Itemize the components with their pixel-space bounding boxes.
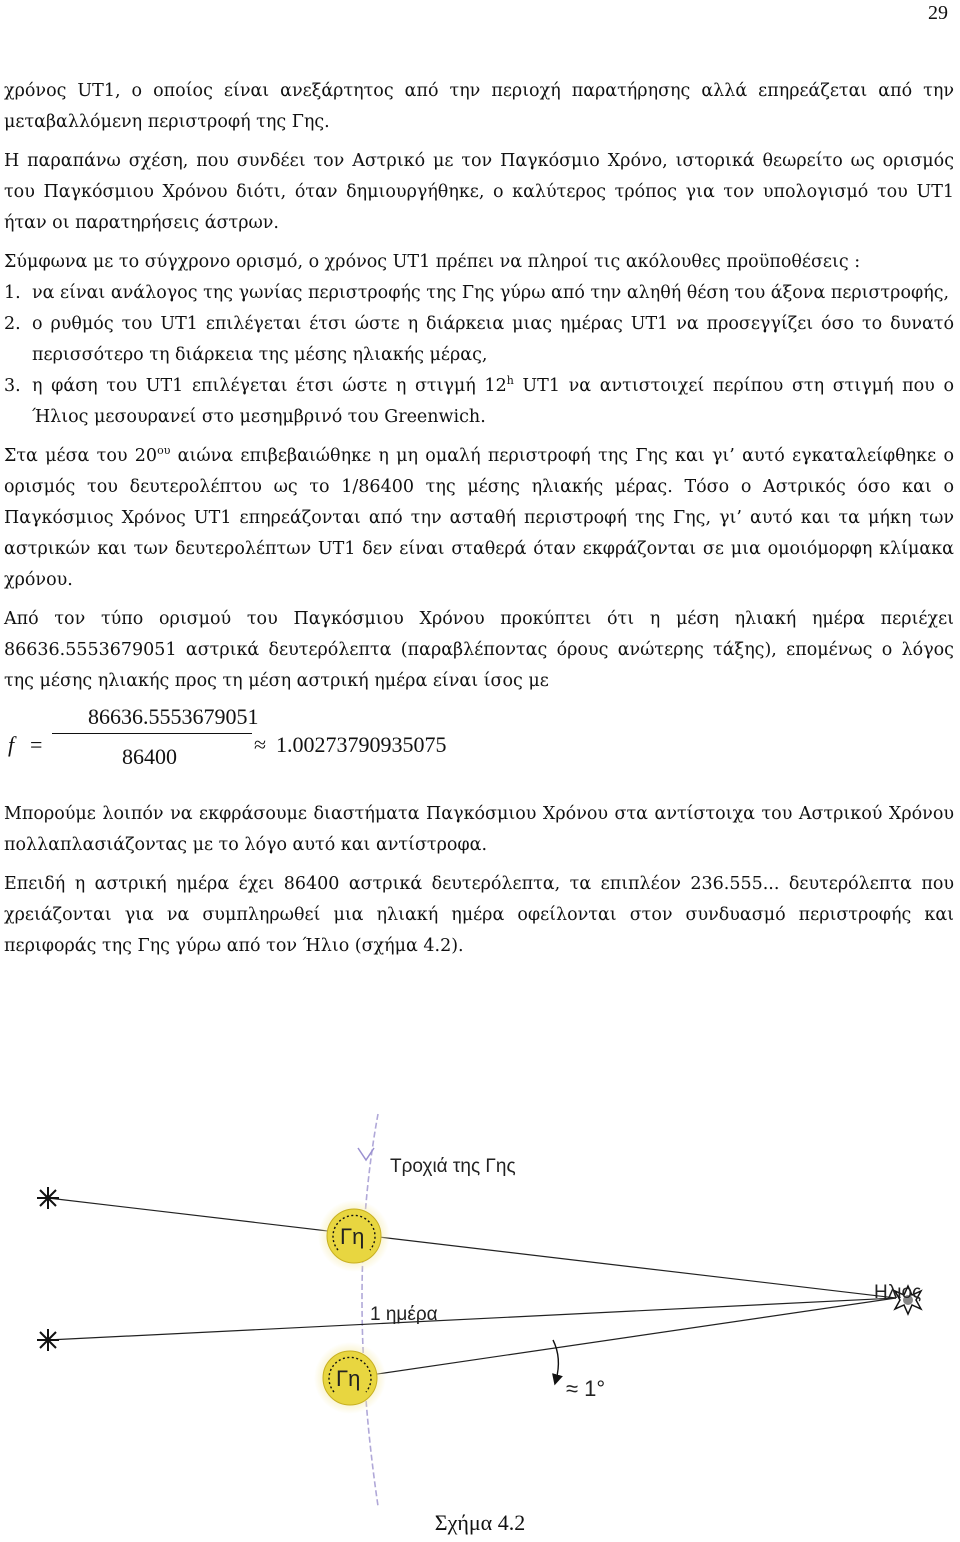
- formula-numerator: 86636.5553679051: [88, 704, 259, 729]
- list-number: 1.: [4, 283, 21, 303]
- sun-label: Ηλιος: [874, 1282, 922, 1303]
- list-text: ο ρυθμός του UT1 επιλέγεται έτσι ώστε η διάρκεια μιας ημέρας UT1 να προσεγγίζει όσο το δυνατό περισσότερο τη διάρκεια της μέσης ηλιακής μέρας,: [32, 314, 954, 365]
- day-label: 1 ημέρα: [370, 1304, 438, 1325]
- paragraph-4: Στα μέσα του $20^{o\upsilon}$ αιώνα επιβεβαιώθηκε η μη ομαλή περιστροφή της Γης και γι’ αυτό εγκαταλείφθηκε ο ορισμός του δευτερολέπτου ως το 1/86400 της μέσης ηλιακής μέρας. Τόσο ο Αστρικός όσο και ο Παγκόσμιος Χρόνος UT1 επηρεάζονται από την ασταθή περιστροφή της Γης, γι’ αυτό και τα μήκη των αστρικών και των δευτερολέπτων UT1 δεν είναι σταθερά όταν εκφράζονται σε μια ομοιόμορφη κλίμακα χρόνου.: [4, 444, 955, 590]
- paragraph-1: χρόνος UT1, ο οποίος είναι ανεξάρτητος από την περιοχή παρατήρησης αλλά επηρεάζεται από την μεταβαλλόμενη περιστροφή της Γης.: [4, 81, 954, 132]
- star-line-bottom: [48, 1298, 896, 1340]
- angle-arc: [553, 1340, 558, 1380]
- earth-top: [318, 1200, 390, 1272]
- formula-rhs: 1.00273790935075: [276, 732, 447, 757]
- star-icon: [37, 1329, 59, 1351]
- fraction-bar: [52, 733, 252, 734]
- paragraph-5: Από τον τύπο ορισμού του Παγκόσμιου Χρόνου προκύπτει ότι η μέση ηλιακή ημέρα περιέχει 86636.5553679051 αστρικά δευτερόλεπτα (παραβλέποντας όρους ανώτερης τάξης), επομένως ο λόγος της μέσης ηλιακής προς τη μέση αστρική ημέρα είναι ίσος με: [4, 609, 954, 691]
- angle-label: ≈ 1°: [566, 1376, 606, 1401]
- list-number: 3.: [4, 376, 21, 396]
- list-item: [4, 278, 954, 309]
- list-item: [4, 309, 954, 371]
- list-text: η φάση του UT1 επιλέγεται έτσι ώστε η στιγμή 12$^h$ UT1 να αντιστοιχεί περίπου στη στιγμή που ο Ήλιος μεσουρανεί στο μεσημβρινό του Greenwich.: [32, 374, 954, 427]
- formula-approx: ≈: [254, 732, 267, 757]
- paragraph-2: Η παραπάνω σχέση, που συνδέει τον Αστρικό με τον Παγκόσμιο Χρόνο, ιστορικά θεωρείτο ως ορισμός του Παγκόσμιου Χρόνου διότι, όταν δημιουργήθηκε, ο καλύτερος τρόπος για τον υπολογισμό του UT1 ήταν οι παρατηρήσεις άστρων.: [4, 151, 954, 233]
- formula-lhs: f: [8, 732, 15, 757]
- paragraph-6: Μπορούμε λοιπόν να εκφράσουμε διαστήματα Παγκόσμιου Χρόνου στα αντίστοιχα του Αστρικού Χρόνου πολλαπλασιάζοντας με το λόγο αυτό και αντίστροφα.: [4, 804, 954, 855]
- list-number: 2.: [4, 314, 21, 334]
- list-item: [4, 371, 954, 433]
- document-body: [4, 76, 954, 962]
- page-number: 29: [928, 2, 948, 24]
- ratio-formula: [4, 701, 954, 791]
- star-line-top: [48, 1198, 896, 1298]
- formula-equals: =: [30, 732, 43, 757]
- earth-label: Γη: [336, 1366, 361, 1391]
- figure-earth-rotation: [0, 1108, 960, 1508]
- earth-bottom: [314, 1342, 386, 1414]
- figure-caption: Σχήμα 4.2: [434, 1510, 526, 1535]
- paragraph-3: Σύμφωνα με το σύγχρονο ορισμό, ο χρόνος UT1 πρέπει να πληροί τις ακόλουθες προϋποθέσεις :: [4, 252, 861, 272]
- list-text: να είναι ανάλογος της γωνίας περιστροφής της Γης γύρω από την αληθή θέση του άξονα περιστροφής,: [32, 283, 950, 303]
- formula-denominator: 86400: [122, 744, 177, 769]
- orbit-label: Τροχιά της Γης: [390, 1156, 516, 1177]
- star-icon: [37, 1187, 59, 1209]
- earth-label: Γη: [340, 1224, 365, 1249]
- paragraph-7: Επειδή η αστρική ημέρα έχει 86400 αστρικά δευτερόλεπτα, τα επιπλέον 236.555... δευτερόλεπτα που χρειάζονται για να συμπληρωθεί μια ηλιακή ημέρα οφείλονται στον συνδυασμό περιστροφής και περιφοράς της Γης γύρω από τον Ήλιο (σχήμα 4.2).: [4, 874, 954, 956]
- conditions-list: [4, 278, 954, 433]
